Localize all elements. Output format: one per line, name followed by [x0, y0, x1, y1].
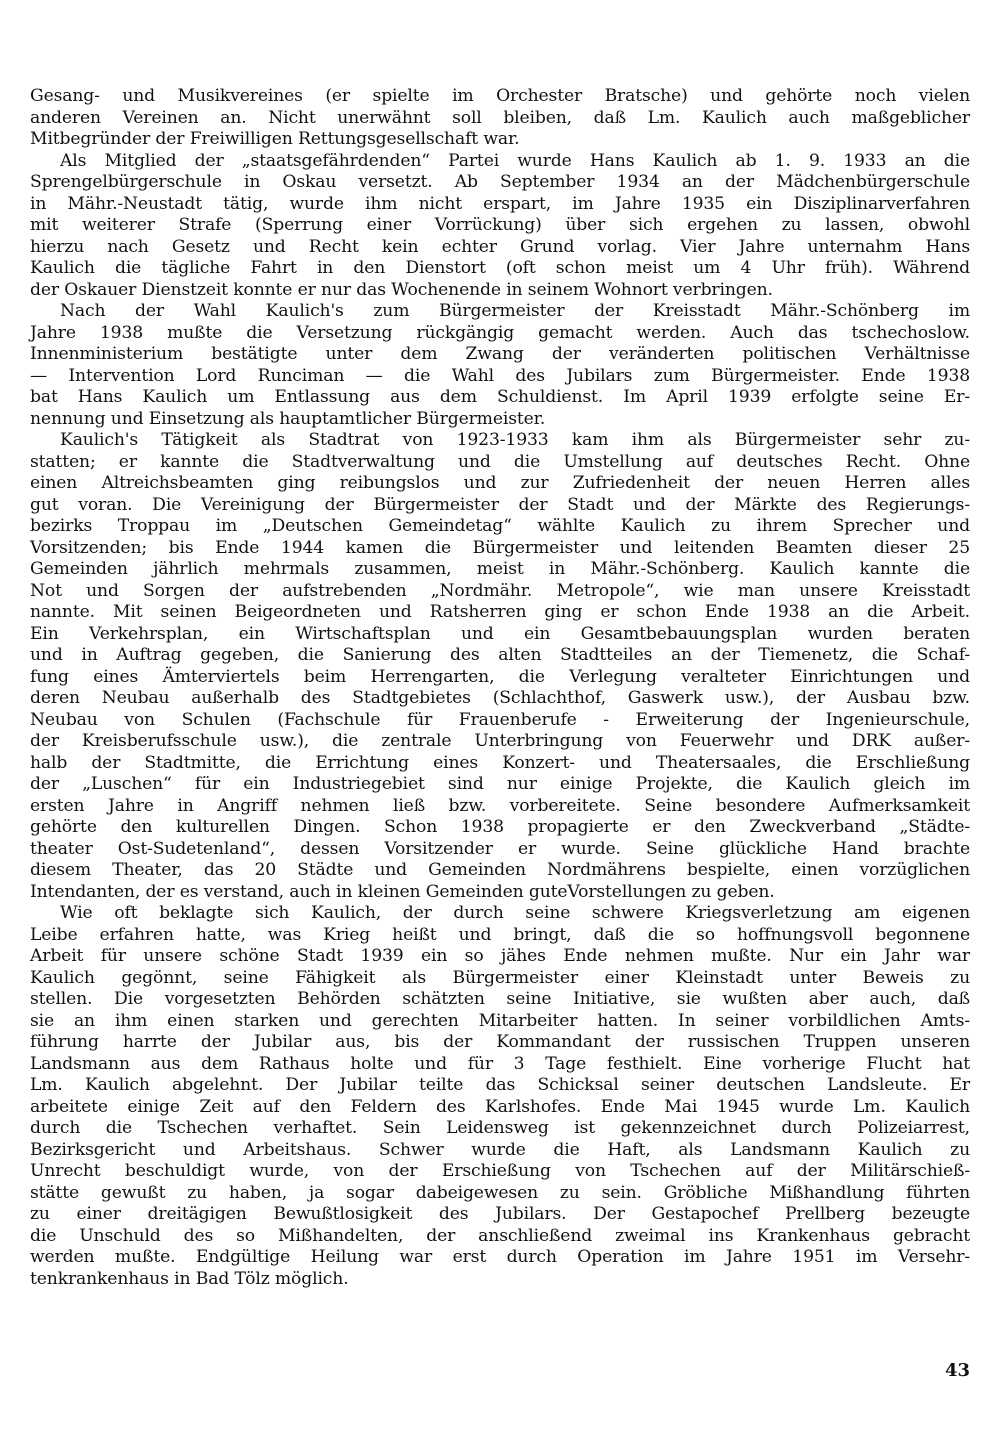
text-line: werden mußte. Endgültige Heilung war erst durch Operation im Jahre 1951 im Versehr-	[30, 1247, 970, 1267]
text-line: der Kreisberufsschule usw.), die zentrale Unterbringung von Feuerwehr und DRK außer-	[30, 731, 970, 751]
text-line: hierzu nach Gesetz und Recht kein echter Grund vorlag. Vier Jahre unternahm Hans	[30, 236, 970, 257]
text-line: Vorsitzenden; bis Ende 1944 kamen die Bürgermeister und leitenden Beamten dieser 25	[30, 537, 970, 558]
text-line: Als Mitglied der „staatsgefährdenden“ Partei wurde Hans Kaulich ab 1. 9. 1933 an die	[60, 150, 970, 171]
text-line: und in Auftrag gegeben, die Sanierung des alten Stadtteiles an der Tiemenetz, die Schaf-	[30, 645, 970, 665]
text-line: deren Neubau außerhalb des Stadtgebietes (Schlachthof, Gaswerk usw.), der Ausbau bzw.	[30, 688, 970, 708]
text-line: Neubau von Schulen (Fachschule für Frauenberufe - Erweiterung der Ingenieurschule,	[30, 709, 970, 730]
text-line: gut voran. Die Vereinigung der Bürgermeister der Stadt und der Märkte des Regierungs-	[30, 494, 970, 515]
text-line: ersten Jahre in Angriff nehmen ließ bzw. vorbereitete. Seine besondere Aufmerksamkeit	[30, 795, 970, 816]
text-line: Lm. Kaulich abgelehnt. Der Jubilar teilte das Schicksal seiner deutschen Landsleute. Er	[30, 1075, 970, 1095]
text-line: gehörte den kulturellen Dingen. Schon 1938 propagierte er den Zweckverband „Städte-	[30, 817, 970, 837]
text-line: Bezirksgericht und Arbeitshaus. Schwer wurde die Haft, als Landsmann Kaulich zu	[30, 1139, 970, 1160]
text-line: theater Ost-Sudetenland“, dessen Vorsitzender er wurde. Seine glückliche Hand brachte	[30, 838, 970, 859]
text-line: Leibe erfahren hatte, was Krieg heißt und bringt, daß die so hoffnungsvoll begonnene	[30, 924, 970, 945]
text-line: Sprengelbürgerschule in Oskau versetzt. Ab September 1934 an der Mädchenbürgerschule	[30, 172, 970, 192]
text-line: Unrecht beschuldigt wurde, von der Erschießung von Tschechen auf der Militärschieß-	[30, 1161, 970, 1181]
text-line: diesem Theater, das 20 Städte und Gemeinden Nordmährens bespielte, einen vorzüglichen	[30, 860, 970, 880]
text-line: Landsmann aus dem Rathaus holte und für 3 Tage festhielt. Eine vorherige Flucht hat	[30, 1053, 970, 1074]
text-line: durch die Tschechen verhaftet. Sein Leidensweg ist gekennzeichnet durch Polizeiarrest,	[30, 1118, 970, 1138]
text-line: stellen. Die vorgesetzten Behörden schätzten seine Initiative, sie wußten aber auch, daß	[30, 989, 970, 1009]
text-line: sie an ihm einen starken und gerechten Mitarbeiter hatten. In seiner vorbildlichen Amts-	[30, 1010, 970, 1031]
text-line: arbeitete einige Zeit auf den Feldern des Karlshofes. Ende Mai 1945 wurde Lm. Kaulich	[30, 1096, 970, 1117]
text-line: — Intervention Lord Runciman — die Wahl des Jubilars zum Bürgermeister. Ende 1938	[30, 365, 970, 386]
page-number: 43	[944, 1360, 970, 1381]
text-line: Ein Verkehrsplan, ein Wirtschaftsplan und ein Gesamtbebauungsplan wurden beraten	[30, 623, 970, 644]
text-line: anderen Vereinen an. Nicht unerwähnt soll bleiben, daß Lm. Kaulich auch maßgeblicher	[30, 107, 970, 128]
text-line: führung harrte der Jubilar aus, bis der Kommandant der russischen Truppen unseren	[30, 1032, 970, 1052]
text-line: Nach der Wahl Kaulich's zum Bürgermeister der Kreisstadt Mähr.-Schönberg im	[60, 301, 970, 321]
text-line: Kaulich's Tätigkeit als Stadtrat von 1923-1933 kam ihm als Bürgermeister sehr zu-	[60, 430, 970, 450]
text-line: zu einer dreitägigen Bewußtlosigkeit des Jubilars. Der Gestapochef Prellberg bezeugte	[30, 1204, 970, 1224]
text-line: der Oskauer Dienstzeit konnte er nur das Wochenende in seinem Wohnort verbringen.	[30, 279, 773, 300]
text-line: fung eines Ämterviertels beim Herrengarten, die Verlegung veralteter Einrichtungen und	[30, 666, 970, 687]
text-line: tenkrankenhaus in Bad Tölz möglich.	[30, 1268, 349, 1289]
text-line: Kaulich gegönnt, seine Fähigkeit als Bürgermeister einer Kleinstadt unter Beweis zu	[30, 967, 970, 988]
text-line: Mitbegründer der Freiwilligen Rettungsgesellschaft war.	[30, 129, 520, 149]
text-line: die Unschuld des so Mißhandelten, der anschließend zweimal ins Krankenhaus gebracht	[30, 1225, 970, 1246]
text-line: mit weiterer Strafe (Sperrung einer Vorrückung) über sich ergehen zu lassen, obwohl	[30, 215, 970, 235]
text-line: halb der Stadtmitte, die Errichtung eines Konzert- und Theatersaales, die Erschließung	[30, 752, 970, 773]
text-line: Arbeit für unsere schöne Stadt 1939 ein so jähes Ende nehmen mußte. Nur ein Jahr war	[30, 946, 970, 966]
text-line: statten; er kannte die Stadtverwaltung und die Umstellung auf deutsches Recht. Ohne	[30, 451, 970, 472]
text-line: Innenministerium bestätigte unter dem Zwang der veränderten politischen Verhältnisse	[30, 344, 970, 364]
text-line: Not und Sorgen der aufstrebenden „Nordmähr. Metropole“, wie man unsere Kreisstadt	[30, 580, 970, 601]
text-line: nennung und Einsetzung als hauptamtlicher Bürgermeister.	[30, 408, 546, 429]
text-line: Intendanten, der es verstand, auch in kleinen Gemeinden guteVorstellungen zu geben.	[30, 881, 775, 902]
text-line: Wie oft beklagte sich Kaulich, der durch seine schwere Kriegsverletzung am eigenen	[60, 903, 970, 923]
text-line: in Mähr.-Neustadt tätig, wurde ihm nicht erspart, im Jahre 1935 ein Disziplinarverfahren	[30, 193, 970, 214]
text-line: der „Luschen“ für ein Industriegebiet sind nur einige Projekte, die Kaulich gleich im	[30, 774, 970, 794]
text-line: bat Hans Kaulich um Entlassung aus dem Schuldienst. Im April 1939 erfolgte seine Er-	[30, 387, 970, 407]
text-line: einen Altreichsbeamten ging reibungslos und zur Zufriedenheit der neuen Herren alles	[30, 473, 970, 493]
text-line: stätte gewußt zu haben, ja sogar dabeigewesen zu sein. Gröbliche Mißhandlung führten	[30, 1182, 970, 1203]
text-line: Kaulich die tägliche Fahrt in den Dienstort (oft schon meist um 4 Uhr früh). Während	[30, 258, 970, 278]
text-line: Gesang- und Musikvereines (er spielte im Orchester Bratsche) und gehörte noch vielen	[30, 86, 970, 106]
text-line: nannte. Mit seinen Beigeordneten und Ratsherren ging er schon Ende 1938 an die Arbeit.	[30, 602, 970, 622]
text-line: Jahre 1938 mußte die Versetzung rückgängig gemacht werden. Auch das tschechoslow.	[30, 322, 970, 343]
text-line: bezirks Troppau im „Deutschen Gemeindetag“ wählte Kaulich zu ihrem Sprecher und	[30, 516, 970, 536]
text-line: Gemeinden jährlich mehrmals zusammen, meist in Mähr.-Schönberg. Kaulich kannte die	[30, 559, 970, 579]
page-body	[30, 86, 970, 1290]
